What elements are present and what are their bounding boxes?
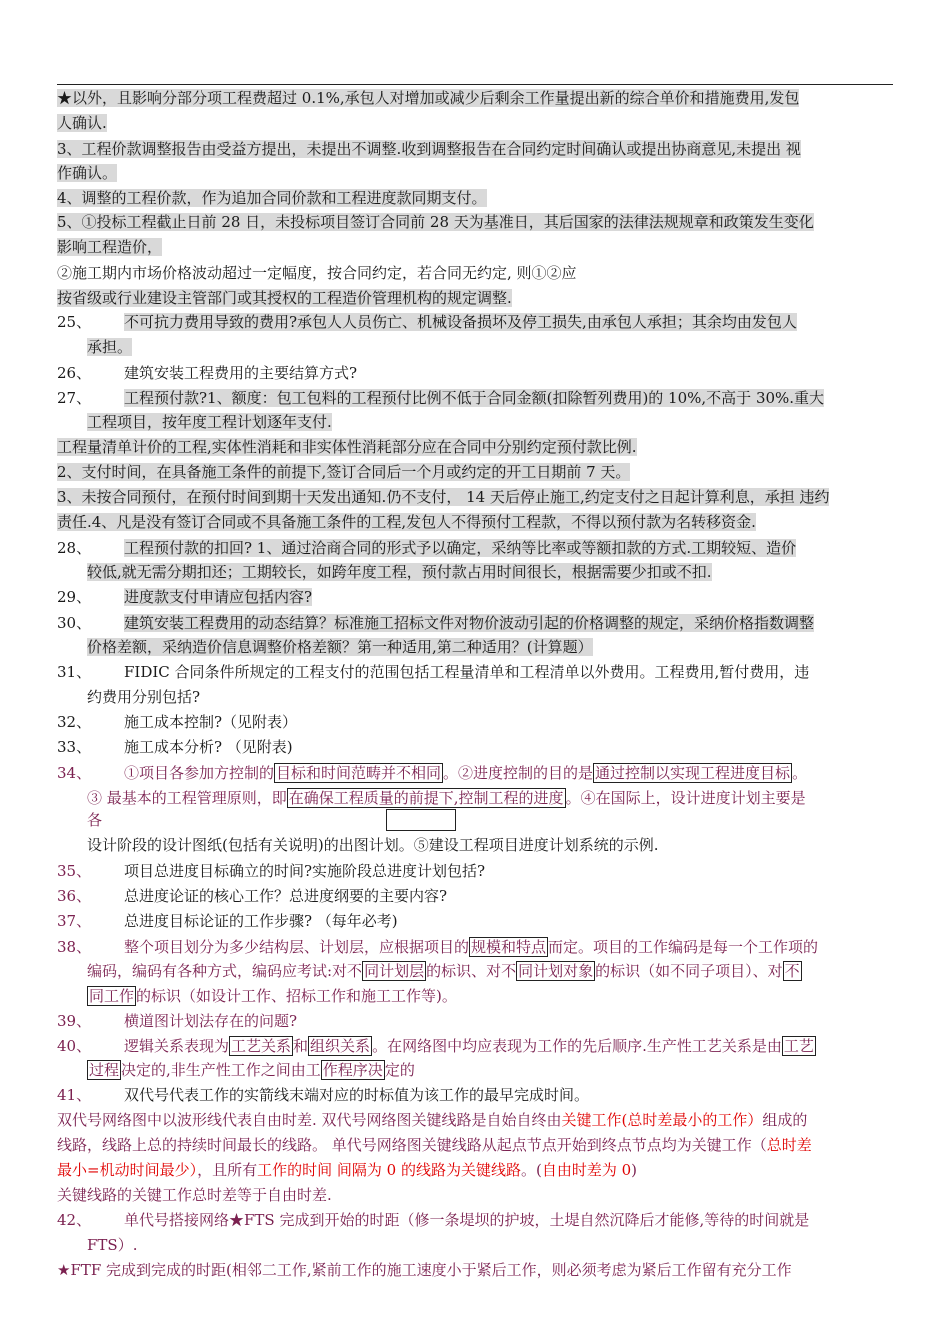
item-number: 26、 (57, 364, 92, 382)
text-line: 关键线路的关键工作总时差等于自由时差. (57, 1186, 332, 1204)
item-number: 35、 (57, 862, 92, 880)
text-line: ②施工期内市场价格波动超过一定幅度，按合同约定，若合同无约定, 则①②应 (57, 264, 577, 282)
text-line: ★FTF 完成到完成的时距(相邻二工作,紧前工作的施工速度小于紧后工作，则必须考虑为紧后工作留有充分工作 (57, 1261, 792, 1279)
text-line: 横道图计划法存在的问题? (124, 1012, 298, 1030)
item-number: 38、 (57, 938, 92, 956)
text-line: 进度款支付申请应包括内容? (124, 588, 313, 606)
empty-answer-box (386, 809, 456, 831)
text-line: 同工作 的标识（如设计工作、招标工作和施工工作等)。 (89, 987, 457, 1005)
header-rule (57, 84, 893, 85)
item-number: 28、 (57, 539, 92, 557)
text-line: 承担。 (87, 338, 133, 356)
text-line: 工程预付款的扣回? 1、通过洽商合同的形式予以确定，采纳等比率或等额扣款的方式.工期较短、造价 (124, 539, 797, 557)
text-line: 3、未按合同预付，在预付时间到期十天发出通知.仍不支付， 14 天后停止施工,约定支付之日起计算利息，承担 违约 (57, 488, 830, 506)
text-line: 较低,就无需分期扣还；工期较长，如跨年度工程，预付款占用时间很长，根据需要少扣或不扣. (87, 563, 712, 581)
item-number: 27、 (57, 389, 92, 407)
text-line: 整个项目划分为多少结构层、计划层，应根据项目的 规模和特点 而定。项目的工作编码是每一个工作项的 (124, 938, 819, 956)
text-line: ★以外，且影响分部分项工程费超过 0.1%,承包人对增加或减少后剩余工作量提出新的综合单价和措施费用,发包 (57, 89, 800, 107)
text-line: 双代号代表工作的实箭线末端对应的时标值为该工作的最早完成时间。 (124, 1086, 590, 1104)
item-number: 41、 (57, 1086, 92, 1104)
text-line: 5、①投标工程截止日前 28 日，未投标项目签订合同前 28 天为基准日，其后国家的法律法规规章和政策发生变化 (57, 213, 814, 231)
text-line: 人确认. (57, 114, 107, 132)
item-number: 36、 (57, 887, 92, 905)
text-line: 工程预付款?1、额度：包工包料的工程预付比例不低于合同金额(扣除暂列费用)的 10%,不高于 30%.重大 (124, 389, 825, 407)
item-number: 37、 (57, 912, 92, 930)
text-line: 总进度目标论证的工作步骤? （每年必考) (124, 912, 398, 930)
text-line: 建筑安装工程费用的主要结算方式? (124, 364, 358, 382)
item-number: 29、 (57, 588, 92, 606)
text-line: 作确认。 (57, 164, 118, 182)
item-number: 31、 (57, 663, 92, 681)
text-line: 过程 决定的,非生产性工作之间由工 作程序决 定的 (89, 1061, 415, 1079)
item-number: 40、 (57, 1037, 92, 1055)
text-line: 不可抗力费用导致的费用?承包人人员伤亡、机械设备损坏及停工损失,由承包人承担；其余均由发包人 (124, 313, 797, 331)
text-line: 按省级或行业建设主管部门或其授权的工程造价管理机构的规定调整. (57, 289, 512, 307)
text-line: 线路，线路上总的持续时间最长的线路。 单代号网络图关键线路从起点节点开始到终点节点均为关键工作（总时差 (57, 1136, 812, 1154)
text-line: 各 (87, 811, 103, 829)
text-line: 施工成本控制?（见附表） (124, 713, 298, 731)
text-line: 双代号网络图中以波形线代表自由时差. 双代号网络图关键线路是自始自终由关键工作(总时差最小的工作）组成的 (57, 1111, 808, 1129)
item-number: 39、 (57, 1012, 92, 1030)
text-line: 3、工程价款调整报告由受益方提出，未提出不调整.收到调整报告在合同约定时间确认或提出协商意见,未提出 视 (57, 140, 801, 158)
text-line: 2、支付时间，在具备施工条件的前提下,签订合同后一个月或约定的开工日期前 7 天。 (57, 463, 631, 481)
item-number: 32、 (57, 713, 92, 731)
text-line: 施工成本分析? （见附表) (124, 738, 293, 756)
text-line: FIDIC 合同条件所规定的工程支付的范围包括工程量清单和工程清单以外费用。工程费用,暂付费用，违 (124, 663, 810, 681)
text-line: 4、调整的工程价款，作为追加合同价款和工程进度款同期支付。 (57, 189, 487, 207)
text-line: 价格差额，采纳造价信息调整价格差额？第一种适用,第二种适用？(计算题） (87, 638, 593, 656)
item-number: 25、 (57, 313, 92, 331)
text-line: 设计阶段的设计图纸(包括有关说明)的出图计划。⑤建设工程项目进度计划系统的示例. (87, 836, 659, 854)
text-line: 单代号搭接网络★FTS 完成到开始的时距（修一条堤坝的护坡，土堤自然沉降后才能修,等待的时间就是 (124, 1211, 810, 1229)
text-line: 责任.4、凡是没有签订合同或不具备施工条件的工程,发包人不得预付工程款，不得以预付款为名转移资金. (57, 513, 756, 531)
item-number: 34、 (57, 764, 92, 782)
text-line: ①项目各参加方控制的 目标和时间范畴并不相同 。②进度控制的目的是 通过控制以实现工程进度目标 。 (124, 764, 808, 782)
text-line: 逻辑关系表现为 工艺关系 和 组织关系 。在网络图中均应表现为工作的先后顺序.生产性工艺关系是由 工艺 (124, 1037, 814, 1055)
text-line: 编码，编码有各种方式，编码应考试:对不 同计划层 的标识、对不 同计划对象 的标识（如不同子项目）、对 不 (87, 962, 800, 980)
text-line: FTS）. (87, 1236, 138, 1254)
text-line: 建筑安装工程费用的动态结算？标准施工招标文件对物价波动引起的价格调整的规定，采纳价格指数调整 (124, 614, 815, 632)
text-line: 项目总进度目标确立的时间?实施阶段总进度计划包括? (124, 862, 486, 880)
text-line: 约费用分别包括? (87, 688, 201, 706)
item-number: 30、 (57, 614, 92, 632)
text-line: 工程量清单计价的工程,实体性消耗和非实体性消耗部分应在合同中分别约定预付款比例. (57, 438, 637, 456)
text-line: 影响工程造价， (57, 238, 163, 256)
text-line: 最小=机动时间最少），且所有工作的时间 间隔为 0 的线路为关键线路。(自由时差为 0) (57, 1161, 637, 1179)
item-number: 33、 (57, 738, 92, 756)
text-line: 总进度论证的核心工作？总进度纲要的主要内容? (124, 887, 448, 905)
item-number: 42、 (57, 1211, 92, 1229)
text-line: 工程项目，按年度工程计划逐年支付. (87, 413, 332, 431)
text-line: ③ 最基本的工程管理原则，即 在确保工程质量的前提下,控制工程的进度 。④在国际上，设计进度计划主要是 (87, 789, 806, 807)
